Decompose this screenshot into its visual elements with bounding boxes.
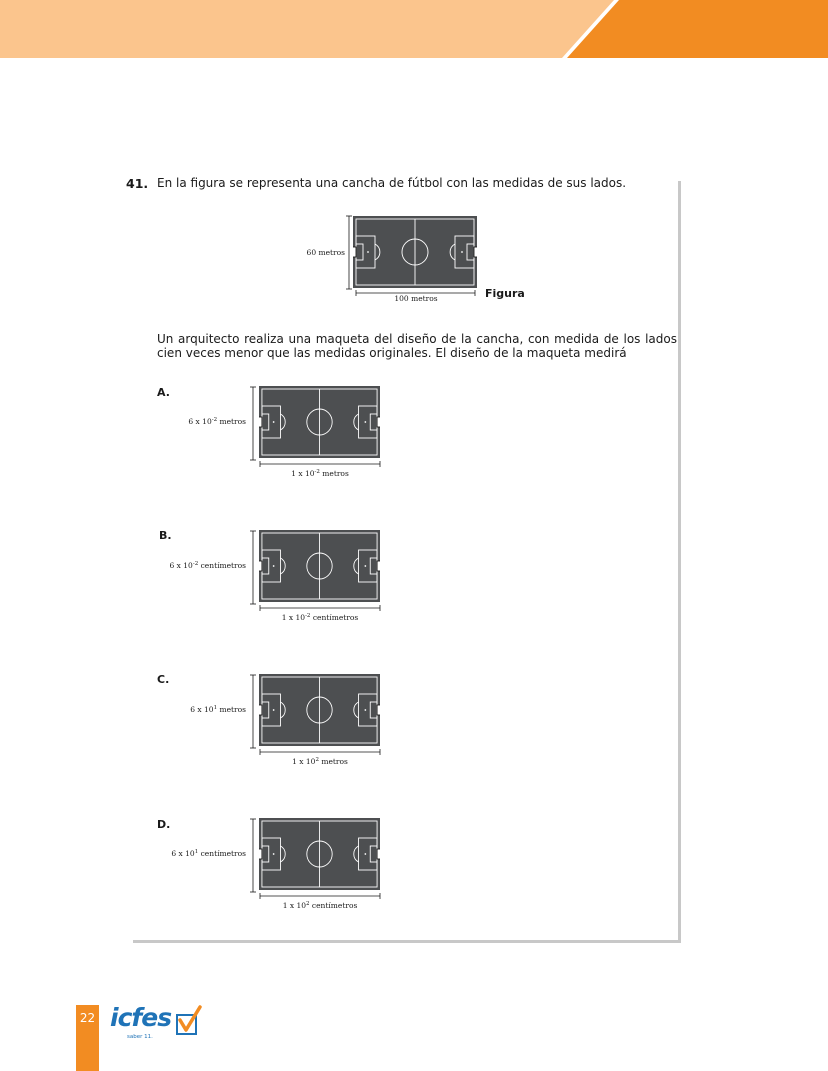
option-height-label (150, 561, 246, 570)
height-exponent: -2 (192, 561, 199, 567)
option-width-label (253, 901, 387, 910)
option-width-label (253, 757, 387, 766)
width-base: 1 x 10 (292, 757, 316, 766)
width-base: 1 x 10 (291, 469, 315, 478)
figure-caption: Figura (485, 287, 525, 300)
height-unit: metros (219, 417, 246, 426)
height-exponent: -2 (211, 417, 218, 423)
width-exponent: -2 (314, 469, 320, 475)
width-exponent: -2 (305, 613, 311, 619)
option-letter: D. (157, 818, 171, 831)
soccer-field (259, 674, 380, 746)
icfes-logo (106, 1005, 202, 1045)
option-width-dimension (258, 892, 382, 900)
width-base: 1 x 10 (281, 613, 306, 622)
option-height-label (150, 849, 246, 858)
soccer-field (259, 818, 380, 890)
option-height-dimension (249, 384, 259, 464)
question-stem: En la figura se representa una cancha de fútbol con las medidas de sus lados. (157, 176, 627, 190)
option-height-dimension (249, 816, 259, 896)
width-exponent: 2 (306, 901, 310, 907)
option-height-label (150, 705, 246, 714)
height-base: 6 x 10 (190, 705, 214, 714)
option-width-dimension (258, 460, 382, 468)
option-width-label (253, 469, 387, 478)
height-base: 6 x 10 (169, 561, 193, 570)
checkmark-icon (176, 1005, 202, 1035)
width-unit: metros (321, 757, 348, 766)
option-letter: C. (157, 673, 170, 686)
height-unit: centímetros (200, 849, 246, 858)
option-width-label (253, 613, 387, 622)
width-base: 1 x 10 (282, 901, 307, 910)
soccer-field (259, 386, 380, 458)
logo-wordmark: icfes (110, 1003, 172, 1032)
soccer-field (259, 530, 380, 602)
logo-subtext: saber 11. (127, 1034, 153, 1040)
figure-width-label: 100 metros (394, 294, 438, 303)
option-height-label (150, 417, 246, 426)
width-unit: centímetros (311, 901, 358, 910)
page-number: 22 (79, 1011, 96, 1025)
option-height-dimension (249, 672, 259, 752)
width-unit: centímetros (312, 613, 359, 622)
option-letter: A. (157, 386, 170, 399)
height-unit: metros (219, 705, 246, 714)
width-exponent: 2 (315, 757, 319, 763)
width-unit: metros (322, 469, 349, 478)
height-unit: centímetros (200, 561, 246, 570)
header-banner (0, 0, 828, 58)
frame-border-right (678, 181, 681, 943)
height-exponent: 1 (194, 849, 199, 855)
height-base: 6 x 10 (188, 417, 212, 426)
question-number: 41. (126, 176, 149, 191)
option-height-dimension (249, 528, 259, 608)
option-letter: B. (159, 529, 172, 542)
height-exponent: 1 (213, 705, 218, 711)
soccer-field (353, 216, 477, 288)
frame-border-bottom (133, 940, 681, 943)
figure-height-label: 60 metros (306, 248, 345, 257)
question-body: Un arquitecto realiza una maqueta del diseño de la cancha, con medida de los lados cien veces menor que las medidas originales. El diseño de la maqueta medirá (157, 332, 677, 360)
height-base: 6 x 10 (171, 849, 195, 858)
option-width-dimension (258, 748, 382, 756)
option-width-dimension (258, 604, 382, 612)
